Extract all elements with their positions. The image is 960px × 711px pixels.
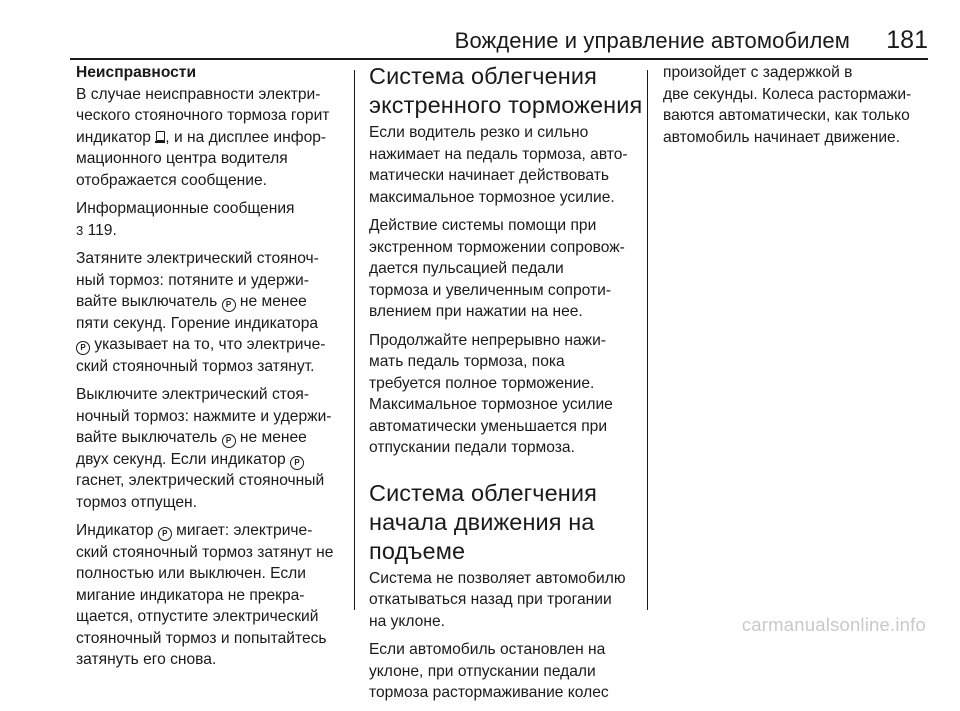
parking-brake-icon: P: [222, 298, 236, 312]
paragraph-info-messages: Информационные сообщения 3 119.: [76, 200, 295, 239]
paragraph-indicator-flashing: Индикатор P мигает: электриче- ский стояночный тормоз затянут не полностью или выключен. Если мигание индикатора не прекра- щается, отпустите электрический стояночный тормоз и попытайтесь затянуть его снова.: [76, 522, 334, 668]
header-rule: [70, 58, 928, 60]
heading-emergency-brake-assist: Система облегчения экстренного торможения: [369, 63, 643, 118]
reference-arrow-icon: 3: [76, 222, 84, 238]
column-divider-1: [354, 70, 355, 610]
paragraph-brake-assist-1: Если водитель резко и сильно нажимает на педаль тормоза, авто- матически начинает действовать максимальное тормозное усилие.: [369, 124, 628, 206]
parking-brake-icon: P: [290, 456, 304, 470]
column-middle: [369, 62, 647, 711]
heading-hill-start-assist: Система облегчения начала движения на подъеме: [369, 479, 597, 564]
page-reference-link[interactable]: 119.: [87, 221, 117, 239]
parking-brake-icon: P: [158, 527, 172, 541]
paragraph-brake-assist-3: Продолжайте непрерывно нажи- мать педаль тормоза, пока требуется полное торможение. Максимальное тормозное усилие автоматически уменьшается при отпускании педали тормоза.: [369, 331, 613, 456]
paragraph-hill-start-1: Система не позволяет автомобилю откатываться назад при трогании на уклоне.: [369, 569, 626, 630]
paragraph-malfunction: В случае неисправности электри- ческого стояночного тормоза горит индикатор , и на дисплее инфор- мационного центра водителя отображается сообщение.: [76, 85, 330, 189]
parking-brake-icon: P: [222, 434, 236, 448]
page-number: 181: [886, 26, 928, 54]
paragraph-release-brake: Выключите электрический стоя- ночный тормоз: нажмите и удержи- вайте выключатель P не менее двух секунд. Если индикатор P гаснет, электрический стояночный тормоз отпущен.: [76, 386, 332, 511]
paragraph-hill-start-2: Если автомобиль остановлен на уклоне, при отпускании педали тормоза растормаживание колес: [369, 641, 609, 701]
parking-brake-icon: P: [76, 341, 90, 355]
paragraph-brake-assist-2: Действие системы помощи при экстренном торможении сопровож- дается пульсацией педали тормоза и увеличенным сопроти- влением при нажатии на нее.: [369, 217, 625, 320]
paragraph-hill-start-continued: произойдет с задержкой в две секунды. Колеса растормажи- ваются автоматически, как только автомобиль начинает движение.: [663, 64, 912, 146]
page-title: Вождение и управление автомобилем: [454, 28, 850, 53]
watermark-text: carmanualsonline.info: [741, 614, 926, 635]
column-right: [663, 62, 941, 155]
page-header: [0, 22, 960, 56]
paragraph-apply-brake: Затяните электрический стояноч- ный тормоз: потяните и удержи- вайте выключатель P не менее пяти секунд. Горение индикатора P указывает на то, что электриче- ский стояночный тормоз затянут.: [76, 250, 326, 375]
column-divider-2: [647, 70, 648, 610]
column-left: [76, 62, 354, 678]
subheading-malfunctions: Неисправности: [76, 64, 197, 81]
service-indicator-icon: [155, 131, 165, 143]
